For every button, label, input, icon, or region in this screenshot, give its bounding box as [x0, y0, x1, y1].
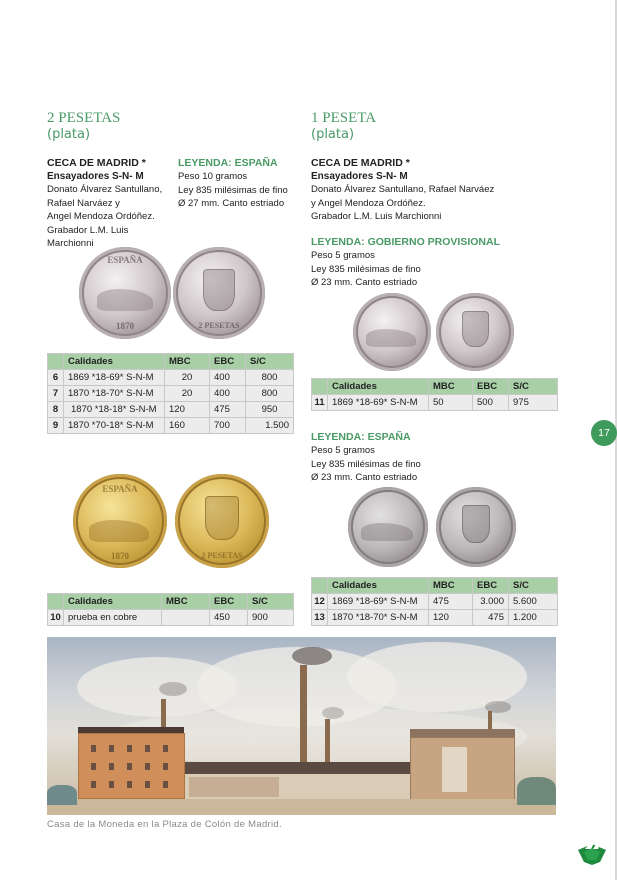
coin-obverse-image [353, 293, 431, 371]
table-header [48, 354, 294, 370]
header-mbc: MBC [429, 578, 473, 594]
right-leyenda2-block [311, 431, 561, 485]
spec-line: Ø 27 mm. Canto estriado [178, 198, 285, 209]
table-row: 9 1870 *70-18* S-N-M 160 700 1.500 [48, 418, 294, 434]
spec-line: Ø 23 mm. Canto estriado [311, 277, 418, 288]
header-sc: S/C [509, 578, 558, 594]
header-calidades: Calidades [328, 379, 429, 395]
table-row: 13 1870 *18-70* S-N-M 120 475 1.200 [312, 610, 558, 626]
header-ebc: EBC [210, 354, 246, 370]
table-row: 6 1869 *18-69* S-N-M 20 400 800 [48, 370, 294, 386]
header-ebc: EBC [473, 578, 509, 594]
coat-of-arms [203, 269, 235, 311]
publisher-logo-icon [576, 840, 608, 866]
ensayadores-label: Ensayadores S-N- M [47, 171, 144, 182]
coin-reverse-image [436, 293, 514, 371]
header-mbc: MBC [429, 379, 473, 395]
spec-line: Ø 23 mm. Canto estriado [311, 472, 418, 483]
ceca-label: CECA DE MADRID * [47, 157, 146, 169]
leyenda-label: LEYENDA: GOBIERNO PROVISIONAL [311, 236, 501, 248]
coin-reverse-image: 2 PESETAS [173, 247, 265, 339]
reclining-figure [97, 289, 153, 311]
table-row: 7 1870 *18-70* S-N-M 20 400 800 [48, 386, 294, 402]
ceca-label: CECA DE MADRID * [311, 157, 410, 169]
header-calidades: Calidades [64, 594, 162, 610]
left-column [47, 110, 297, 151]
leyenda-label: LEYENDA: ESPAÑA [311, 431, 411, 443]
table-header [312, 578, 558, 594]
table-row: 10 prueba en cobre 450 900 [48, 610, 294, 626]
coat-of-arms [205, 496, 239, 540]
coat-of-arms [462, 505, 490, 543]
price-table [47, 593, 294, 626]
reclining-figure [361, 523, 413, 541]
spec-line: Peso 5 gramos [311, 445, 375, 456]
table-row: 8 1870 *18-18* S-N-M 120 475 950 [48, 402, 294, 418]
price-table [311, 378, 558, 411]
coat-of-arms [462, 311, 489, 347]
right-leyenda1-block [311, 236, 561, 290]
coin-obverse-image: ESPAÑA 1870 [73, 474, 167, 568]
left-leyenda-block [178, 157, 298, 211]
leyenda-label: LEYENDA: ESPAÑA [178, 157, 278, 169]
painting-caption: Casa de la Moneda en la Plaza de Colón de Madrid. [47, 819, 282, 830]
header-ebc: EBC [210, 594, 248, 610]
name-line: Donato Álvarez Santullano, Rafael Narváez [311, 184, 495, 195]
mint-building-painting [47, 637, 556, 815]
name-line: y Angel Mendoza Ordóñez. [311, 197, 426, 209]
table-row: 12 1869 *18-69* S-N-M 475 3.000 5.600 [312, 594, 558, 610]
name-line: Rafael Narváez y [47, 197, 120, 209]
left-ceca-block [47, 157, 177, 251]
coin-obverse-image: ESPAÑA 1870 [79, 247, 171, 339]
header-calidades: Calidades [328, 578, 429, 594]
spec-line: Peso 10 gramos [178, 171, 248, 182]
ensayadores-label: Ensayadores S-N- M [311, 171, 408, 182]
coin-reverse-image [436, 487, 516, 567]
reclining-figure [89, 520, 149, 542]
page-number-badge: 17 [591, 420, 617, 446]
name-line: Donato Álvarez Santullano, [47, 184, 163, 195]
right-ceca-block [311, 157, 561, 224]
spec-line: Peso 5 gramos [311, 250, 375, 261]
coin-subtitle: (plata) [47, 127, 91, 142]
coin-title: 1 PESETA [311, 110, 377, 126]
table-row: 11 1869 *18-69* S-N-M 50 500 975 [312, 395, 558, 411]
price-table [47, 353, 294, 434]
spec-line: Ley 835 milésimas de fino [311, 458, 421, 470]
coin-title: 2 PESETAS [47, 110, 121, 126]
header-mbc: MBC [165, 354, 210, 370]
reclining-figure [366, 329, 416, 347]
coin-obverse-image [348, 487, 428, 567]
header-ebc: EBC [473, 379, 509, 395]
header-calidades: Calidades [64, 354, 165, 370]
spec-line: Ley 835 milésimas de fino [178, 184, 288, 196]
table-header [312, 379, 558, 395]
name-line: Angel Mendoza Ordóñez. [47, 211, 155, 222]
right-column [311, 110, 561, 151]
header-sc: S/C [509, 379, 558, 395]
header-sc: S/C [246, 354, 294, 370]
spec-line: Ley 835 milésimas de fino [311, 263, 421, 275]
coin-subtitle: (plata) [311, 127, 355, 142]
header-mbc: MBC [162, 594, 210, 610]
coin-reverse-image: 2 PESETAS [175, 474, 269, 568]
name-line: Grabador L.M. Luis Marchionni [47, 224, 129, 249]
header-sc: S/C [248, 594, 294, 610]
name-line: Grabador L.M. Luis Marchionni [311, 211, 442, 222]
table-header [48, 594, 294, 610]
price-table [311, 577, 558, 626]
